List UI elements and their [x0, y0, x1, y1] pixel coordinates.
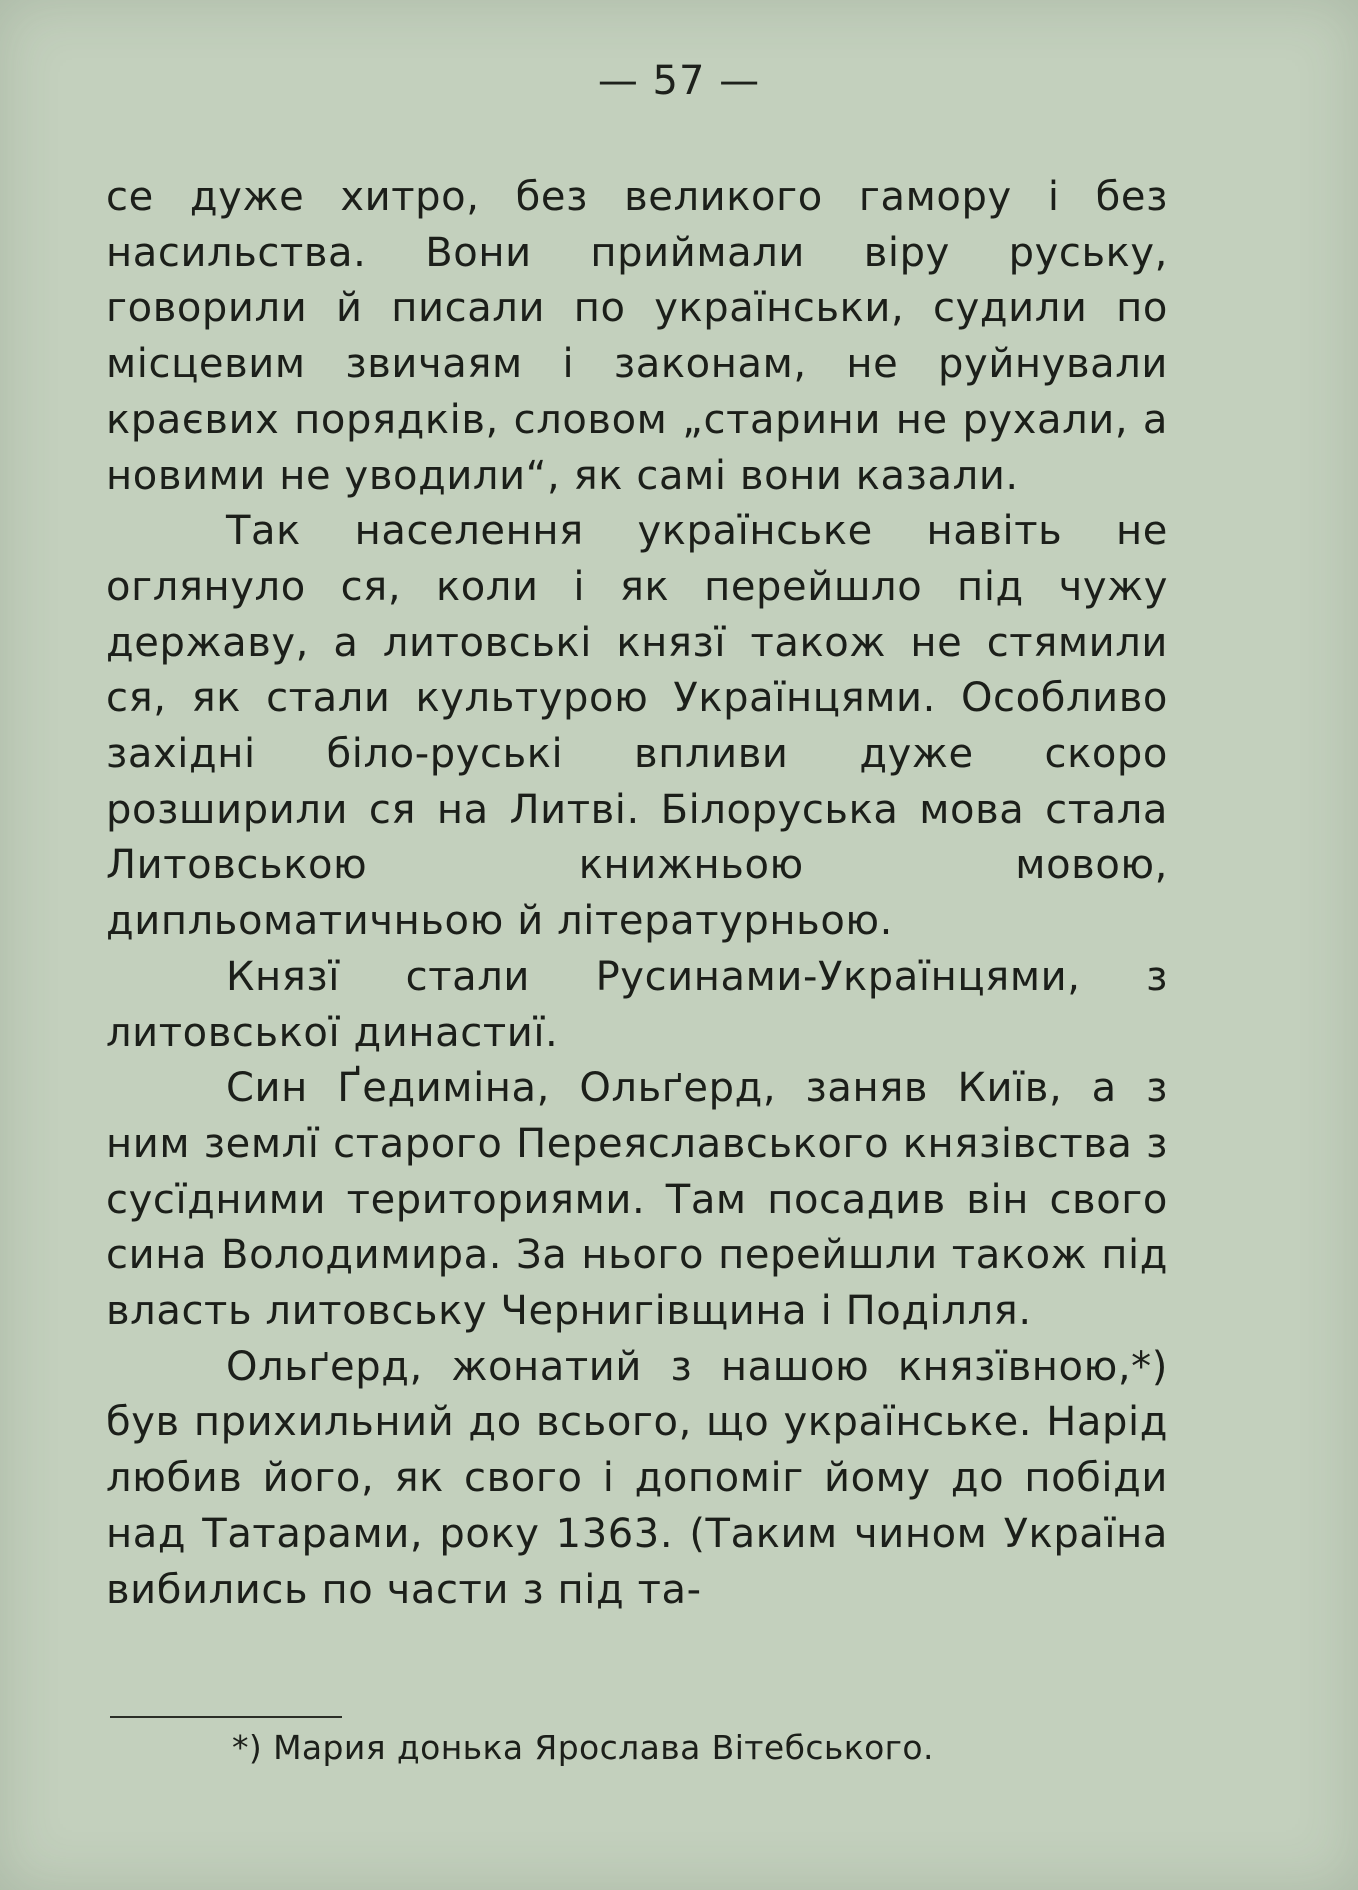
- body-text: [106, 170, 1168, 1618]
- paragraph-5: Ольґерд, жонатий з нашою князївною,*) був прихильний до всього, що українське. Нарід любив його, як свого і допоміг йому до побіди над Татарами, року 1363. (Таким чином Україна вибились по части з під та-: [106, 1343, 1168, 1613]
- footnote: *) Мария донька Ярослава Вітебського.: [232, 1728, 934, 1767]
- paragraph-4: Син Ґедиміна, Ольґерд, заняв Київ, а з ним землї старого Переяславського князівства з сусїдними териториями. Там посадив він свого сина Володимира. За нього перейшли також під власть литовську Чернигівщина і Поділля.: [106, 1065, 1168, 1335]
- page-number: — 57 —: [597, 58, 761, 104]
- paragraph-1: се дуже хитро, без великого гамору і без насильства. Вони приймали віру руську, говорили й писали по українськи, судили по місцевим звичаям і законам, не руйнували краєвих порядків, словом „старини не рухали, а новими не уводили“, як самі вони казали.: [106, 174, 1168, 499]
- paragraph-2: Так населення українське навіть не оглянуло ся, коли і як перейшло під чужу державу, а литовські князї також не стямили ся, як стали культурою Українцями. Особливо західні біло-руські впливи дуже скоро розширили ся на Литві. Білоруська мова стала Литовською книжньою мовою, дипльоматичньою й літературньою.: [106, 508, 1168, 945]
- paragraph-3: Князї стали Русинами-Українцями, з литовської династиї.: [106, 953, 1168, 1056]
- footnote-divider: [110, 1716, 342, 1718]
